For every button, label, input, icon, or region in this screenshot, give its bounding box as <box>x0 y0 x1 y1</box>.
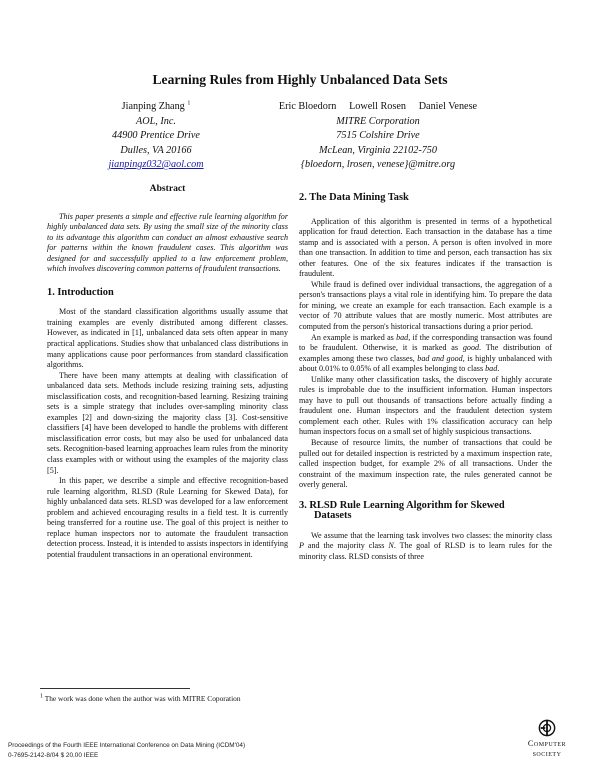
author-affiliation: AOL, Inc. <box>136 115 176 127</box>
section-heading-data-mining-task: 2. The Data Mining Task <box>299 192 409 203</box>
author-address-1: 7515 Colshire Drive <box>336 130 420 141</box>
section-heading-introduction: 1. Introduction <box>47 286 114 298</box>
section-heading-rlsd: 3. RLSD Rule Learning Algorithm for Skewed Datasets <box>299 499 505 522</box>
abstract-heading: Abstract <box>149 183 186 194</box>
footnote-rule <box>40 688 190 689</box>
intro-paragraph-1: Most of the standard classification algorithms usually assume that training examples are evenly distributed among different classes. However, as indicated in [1], unbalanced data sets often appear in many practical applications. Studies show that unbalanced class distributions in many applications cause poor performances from standard classification algorithms. <box>47 307 288 370</box>
author-name: Jianping Zhang $^1$ <box>121 100 191 112</box>
author-address-2: Dulles, VA 20166 <box>120 144 192 156</box>
author-address-2: McLean, Virginia 22102-750 <box>319 144 437 156</box>
author-block-left <box>86 100 226 173</box>
footnote: $^1$ The work was done when the author was with MITRE Coporation <box>40 693 241 703</box>
proceedings-line-1: Proceedings of the Fourth IEEE International Conference on Data Mining (ICDM'04) <box>8 742 246 749</box>
right-column <box>299 193 552 563</box>
task-paragraph-3: An example is marked as bad, if the corresponding transaction was found to be fraudulent. Otherwise, it is marked as good. The distribution of examples among these two classes, bad and good, is highly unbalanced with about 0.01% to 0.05% of all examples belonging to class bad. <box>299 332 552 374</box>
author-affiliation: MITRE Corporation <box>336 115 420 127</box>
author-email: {bloedorn, lrosen, venese}@mitre.org <box>300 159 456 170</box>
task-paragraph-4: Unlike many other classification tasks, the discovery of highly accurate rules is improbable due to the insufficient information. Human inspectors may have to pull out thousands of transactions before actually finding a fraudulent one. Human inspectors and the fraudulent detection system complement each other. Rules with 1% classification accuracy can help human inspectors focus on a small set of highly suspicious transactions. <box>299 374 552 437</box>
task-paragraph-5: Because of resource limits, the number of transactions that could be pulled out for detailed inspection is restricted by a maximum inspection rate, called inspection budget, for example 2% of all transactions. Under the constraint of the maximum inspection rate, the rules generated cannot be overly general. <box>299 438 552 490</box>
proceedings-info <box>8 741 245 760</box>
intro-paragraph-3: In this paper, we describe a simple and effective recognition-based rule learning algorithm, RLSD (Rule Learning for Skewed Data), for highly unbalanced data sets. RLSD was developed for a law enforcement problem and achieved encouraging results in a field test. It is currently being transferred for a routine use. The goal of this project is neither to replace human inspectors nor to automate the fraudulent transaction detection process. Instead, it is intended to assists inspectors in identifying potential fraudulent transactions in an operational environment. <box>47 476 288 559</box>
computer-society-logo <box>508 719 586 765</box>
left-column <box>47 184 288 561</box>
logo-line-2: society <box>532 749 562 758</box>
logo-line-1: Computer <box>527 739 567 748</box>
ieee-cs-logo-icon <box>538 719 556 737</box>
rlsd-paragraph-1: We assume that the learning task involves two classes: the minority class P and the majority class N. The goal of RLSD is to learn rules for the minority class. RLSD consists of three <box>299 530 552 561</box>
abstract-text: This paper presents a simple and effective rule learning algorithm for highly unbalanced data sets. By using the small size of the minority class to its advantage this algorithm can conduct an almost exhaustive search for patterns within the known fraudulent cases. This algorithm was designed for and successfully applied to a law enforcement problem, which involves discovering common patterns of fraudulent transactions. <box>47 211 288 274</box>
author-email-link[interactable]: jianpingz032@aol.com <box>108 159 204 170</box>
proceedings-line-2: 0-7695-2142-8/04 $ 20.00 IEEE <box>8 751 99 759</box>
paper-title: Learning Rules from Highly Unbalanced Data Sets <box>152 72 448 87</box>
author-names: Eric Bloedorn Lowell Rosen Daniel Venese <box>278 101 478 112</box>
intro-paragraph-2: There have been many attempts at dealing with classification of unbalanced data sets. Methods include resizing training sets, adjusting misclassification costs, and recognition-based learning. Resizing training sets is a simple strategy that includes over-sampling minority class examples [2] and down-sizing the majority class [3]. Cost-sensitive classifiers [4] have been developed to handle the problems with different misclassification error costs, but may also be used for unbalanced data sets. Recognition-based learning approaches learn rules from the minority class examples with or without using the examples of the majority class [5]. <box>47 370 288 475</box>
author-address-1: 44900 Prentice Drive <box>112 130 200 141</box>
author-block-right <box>228 100 528 173</box>
task-paragraph-2: While fraud is defined over individual transactions, the aggregation of a person's transactions plays a vital role in identifying him. To prepare the data for mining, we create an example for each transaction. Each example is a vector of 70 attribute values that are mostly numeric. Most attributes are computed from the person's historical transactions during a prior period. <box>299 279 552 332</box>
task-paragraph-1: Application of this algorithm is presented in terms of a hypothetical application for fraud detection. Each transaction in the database has a time stamp and is associated with a person. A person is often involved in more than one transaction. In addition to time and person, each transaction has six other features. One of the six features indicates if the transaction is fraudulent. <box>299 216 552 279</box>
